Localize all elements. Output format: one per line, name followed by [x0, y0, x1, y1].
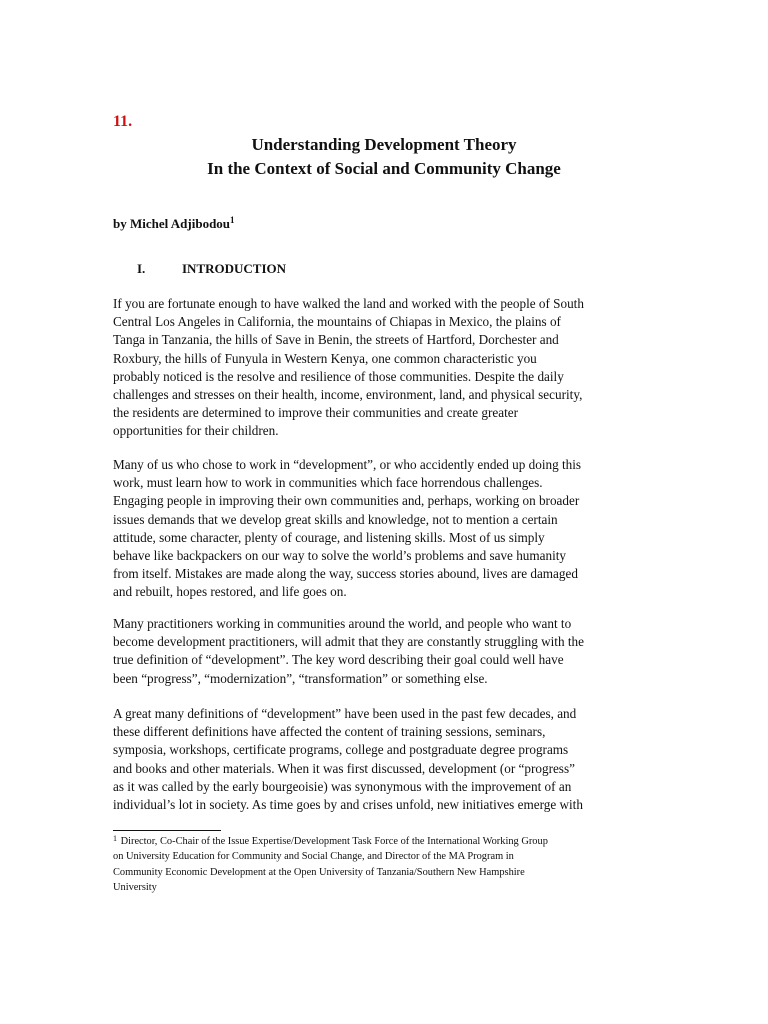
- section-title: INTRODUCTION: [182, 261, 287, 276]
- chapter-number: 11.: [113, 113, 133, 130]
- text-line: been “progress”, “modernization”, “transformation” or something else.: [113, 670, 488, 686]
- text-line: as it was called by the early bourgeoisie) was synonymous with the improvement of an: [113, 778, 572, 794]
- text-line: A great many definitions of “development” have been used in the past few decades, and: [113, 706, 577, 721]
- footnote-line: on University Education for Community and Social Change, and Director of the MA Program in: [113, 851, 514, 863]
- byline: [113, 216, 235, 232]
- paragraph-4: [113, 705, 658, 814]
- title-line-1: Understanding Development Theory: [251, 135, 517, 154]
- text-line: Roxbury, the hills of Funyula in Western Kenya, one common characteristic you: [113, 350, 537, 366]
- section-numeral: I.: [137, 261, 146, 276]
- footnote-line: [113, 834, 658, 849]
- text-line: Tanga in Tanzania, the hills of Save in Benin, the streets of Hartford, Dorchester and: [113, 332, 559, 348]
- footnote: [113, 834, 658, 896]
- section-heading: [137, 261, 286, 277]
- paragraph-2: [113, 456, 658, 602]
- text-line: attitude, some character, plenty of courage, and listening skills. Most of us simply: [113, 529, 545, 545]
- footnote-marker: 1: [113, 834, 117, 843]
- author-name: by Michel Adjibodou: [113, 216, 231, 231]
- byline-footnote-marker[interactable]: 1: [230, 215, 235, 225]
- text-line: probably noticed is the resolve and resilience of those communities. Despite the daily: [113, 368, 564, 384]
- text-line: challenges and stresses on their health, income, environment, land, and physical security,: [113, 387, 583, 403]
- footnote-divider: [113, 830, 221, 831]
- text-line: these different definitions have affected the content of training sessions, seminars,: [113, 724, 546, 740]
- text-line: If you are fortunate enough to have walked the land and worked with the people of South: [113, 296, 584, 311]
- text-line: from itself. Mistakes are made along the way, success stories abound, lives are damaged: [113, 566, 578, 582]
- paragraph-1: [113, 295, 658, 441]
- text-line: Central Los Angeles in California, the mountains of Chiapas in Mexico, the plains of: [113, 314, 561, 330]
- text-line: Many practitioners working in communities around the world, and people who want to: [113, 616, 572, 631]
- footnote-line: Community Economic Development at the Open University of Tanzania/Southern New Hampshire: [113, 866, 525, 878]
- title-line-2: In the Context of Social and Community Change: [207, 159, 561, 178]
- text-line: work, must learn how to work in communities which face horrendous challenges.: [113, 475, 543, 491]
- text-line: Many of us who chose to work in “development”, or who accidently ended up doing this: [113, 457, 582, 472]
- text-line: become development practitioners, will admit that they are constantly struggling with the: [113, 634, 584, 650]
- text-line: and books and other materials. When it was first discussed, development (or “progress”: [113, 760, 575, 776]
- text-line: individual’s lot in society. As time goes by and crises unfold, new initiatives emerge with: [113, 797, 583, 813]
- text-line: issues demands that we develop great skills and knowledge, not to mention a certain: [113, 511, 558, 527]
- footnote-line: University: [113, 882, 157, 894]
- text-line: Engaging people in improving their own communities and, perhaps, working on broader: [113, 493, 580, 509]
- text-line: opportunities for their children.: [113, 423, 279, 439]
- text-line: symposia, workshops, certificate programs, college and postgraduate degree programs: [113, 742, 569, 758]
- footnote-text: Director, Co-Chair of the Issue Expertise/Development Task Force of the International Working Group: [118, 836, 548, 847]
- text-line: behave like backpackers on our way to solve the world’s problems and save humanity: [113, 548, 567, 564]
- text-line: and rebuilt, hopes restored, and life goes on.: [113, 584, 347, 600]
- paragraph-3: [113, 615, 658, 688]
- text-line: true definition of “development”. The key word describing their goal could well have: [113, 652, 564, 668]
- text-line: the residents are determined to improve their communities and create greater: [113, 405, 518, 421]
